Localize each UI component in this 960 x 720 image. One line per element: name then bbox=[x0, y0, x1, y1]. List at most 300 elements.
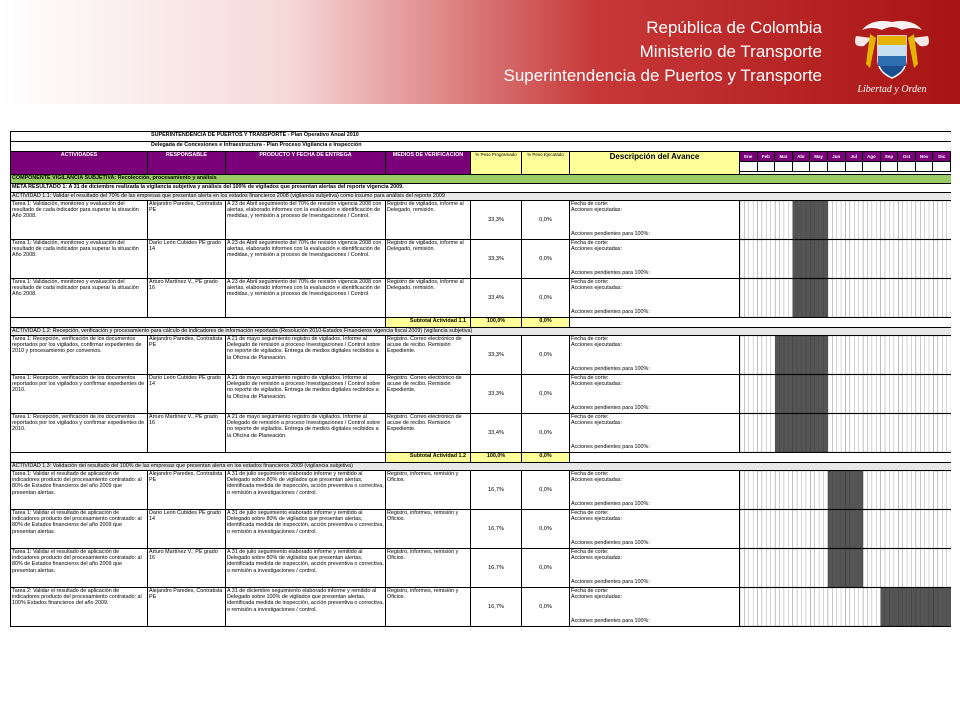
gantt-week bbox=[793, 510, 797, 548]
task-gantt bbox=[740, 375, 952, 414]
gantt-week bbox=[947, 240, 951, 278]
gantt-week-scheduled bbox=[889, 588, 893, 626]
gantt-week bbox=[784, 279, 788, 317]
task-weight-executed: 0,0% bbox=[522, 201, 570, 240]
month-header: Nov bbox=[916, 152, 934, 162]
gantt-week bbox=[841, 336, 845, 374]
gantt-week bbox=[916, 279, 920, 317]
gantt-week bbox=[903, 240, 907, 278]
gantt-week bbox=[942, 279, 946, 317]
progress-executed-label: Acciones ejecutadas: bbox=[571, 555, 622, 562]
gantt-week bbox=[920, 201, 924, 239]
task-product: A 23 de Abril seguimiento del 70% de revisión vigencia 2008 con alertas, elaborado informes con la evaluación e identificación de medidas, y remisión a proceso de Investigaciones / Control. bbox=[226, 279, 386, 318]
progress-executed-label: Acciones ejecutadas: bbox=[571, 477, 622, 484]
task-weight-programmed: 16,7% bbox=[471, 549, 522, 588]
gantt-week bbox=[925, 471, 929, 509]
gantt-week bbox=[854, 201, 858, 239]
task-weight-executed: 0,0% bbox=[522, 588, 570, 627]
gantt-week-scheduled bbox=[824, 201, 828, 239]
gantt-week bbox=[793, 471, 797, 509]
gantt-week bbox=[863, 588, 867, 626]
gantt-week bbox=[771, 279, 775, 317]
gantt-week bbox=[907, 510, 911, 548]
gantt-week-scheduled bbox=[806, 240, 810, 278]
subtotal-spacer bbox=[11, 318, 386, 328]
gantt-week-scheduled bbox=[806, 375, 810, 413]
gantt-week bbox=[929, 471, 933, 509]
gantt-week bbox=[863, 336, 867, 374]
gantt-week bbox=[749, 279, 753, 317]
gantt-week bbox=[744, 240, 748, 278]
gantt-week bbox=[942, 336, 946, 374]
gantt-week-scheduled bbox=[824, 240, 828, 278]
task-description: Tarea 1: Recepción, verificación de los documentos reportados por los vigilados y confirmar expedientes de 2010. bbox=[11, 375, 148, 414]
gantt-week bbox=[810, 510, 814, 548]
gantt-week bbox=[876, 375, 880, 413]
gantt-week bbox=[775, 549, 779, 587]
gantt-week-scheduled bbox=[819, 279, 823, 317]
gantt-week bbox=[894, 414, 898, 452]
gantt-week bbox=[859, 279, 863, 317]
gantt-week bbox=[744, 375, 748, 413]
activity-row bbox=[11, 328, 952, 336]
gantt-week bbox=[907, 414, 911, 452]
task-gantt bbox=[740, 240, 952, 279]
gantt-week bbox=[929, 510, 933, 548]
gantt-week bbox=[819, 471, 823, 509]
gantt-week bbox=[863, 279, 867, 317]
gantt-week-scheduled bbox=[806, 336, 810, 374]
gantt-week bbox=[854, 279, 858, 317]
progress-pending-label: Acciones pendientes para 100%: bbox=[571, 443, 650, 450]
gantt-week bbox=[837, 336, 841, 374]
gantt-week bbox=[837, 414, 841, 452]
gantt-week-scheduled bbox=[850, 549, 854, 587]
month-header: Ene bbox=[740, 152, 758, 162]
gantt-week bbox=[947, 471, 951, 509]
gantt-week bbox=[758, 414, 762, 452]
subtotal-programmed: 100,0% bbox=[471, 453, 522, 463]
gantt-week bbox=[894, 510, 898, 548]
gantt-week bbox=[854, 336, 858, 374]
gantt-week bbox=[920, 414, 924, 452]
month-subcell bbox=[775, 162, 793, 172]
task-verification: Registro de vigilados, informe al Delegado, remisión. bbox=[386, 240, 471, 279]
progress-cutoff-date-label: Fecha de corte: bbox=[571, 510, 609, 516]
gantt-week-scheduled bbox=[819, 201, 823, 239]
gantt-week bbox=[780, 279, 784, 317]
gantt-week-scheduled bbox=[819, 240, 823, 278]
gantt-week bbox=[788, 510, 792, 548]
task-progress-description bbox=[570, 240, 740, 279]
progress-cutoff-date-label: Fecha de corte: bbox=[571, 549, 609, 555]
gantt-week bbox=[889, 549, 893, 587]
gantt-week bbox=[775, 588, 779, 626]
gantt-week bbox=[859, 201, 863, 239]
gantt-week-scheduled bbox=[824, 279, 828, 317]
gantt-week bbox=[740, 414, 744, 452]
gantt-week bbox=[889, 414, 893, 452]
activity-title: ACTIVIDAD 1.3: Validación del resultado del 100% de las empresas que presentan alerta en los estados financieros 2009 (vigilancia subjetiva) bbox=[11, 463, 952, 471]
gantt-week bbox=[911, 471, 915, 509]
task-responsible: Alejandro Paredes, Contratista PE bbox=[148, 588, 226, 627]
task-verification: Registro, informes, remisión y Oficios. bbox=[386, 588, 471, 627]
gantt-week bbox=[894, 375, 898, 413]
task-gantt bbox=[740, 471, 952, 510]
gantt-week bbox=[744, 588, 748, 626]
gantt-week bbox=[762, 471, 766, 509]
gantt-week bbox=[889, 375, 893, 413]
gantt-week-scheduled bbox=[907, 588, 911, 626]
gantt-week bbox=[933, 240, 937, 278]
gantt-chart bbox=[740, 471, 951, 509]
gantt-week bbox=[876, 336, 880, 374]
gantt-week bbox=[766, 240, 770, 278]
task-weight-executed: 0,0% bbox=[522, 375, 570, 414]
gantt-week bbox=[885, 549, 889, 587]
gantt-week bbox=[894, 201, 898, 239]
gantt-week bbox=[806, 588, 810, 626]
gantt-week-scheduled bbox=[775, 414, 779, 452]
gantt-week bbox=[868, 510, 872, 548]
gantt-week bbox=[929, 549, 933, 587]
gantt-week-scheduled bbox=[793, 240, 797, 278]
gantt-week bbox=[925, 201, 929, 239]
gantt-week bbox=[762, 510, 766, 548]
gantt-week bbox=[775, 240, 779, 278]
gantt-week bbox=[916, 240, 920, 278]
gantt-week bbox=[916, 471, 920, 509]
gantt-week-scheduled bbox=[810, 414, 814, 452]
progress-pending-label: Acciones pendientes para 100%: bbox=[571, 617, 650, 624]
gantt-week bbox=[749, 510, 753, 548]
header-banner bbox=[0, 0, 960, 104]
gantt-week-scheduled bbox=[788, 375, 792, 413]
gantt-week bbox=[929, 201, 933, 239]
banner-line-ministry: Ministerio de Transporte bbox=[639, 42, 822, 61]
gantt-week bbox=[894, 279, 898, 317]
gantt-week-scheduled bbox=[802, 201, 806, 239]
gantt-week bbox=[947, 279, 951, 317]
gantt-week bbox=[868, 375, 872, 413]
gantt-week-scheduled bbox=[850, 471, 854, 509]
task-weight-programmed: 33,4% bbox=[471, 414, 522, 453]
progress-pending-label: Acciones pendientes para 100%: bbox=[571, 230, 650, 237]
gantt-week bbox=[942, 375, 946, 413]
progress-executed-label: Acciones ejecutadas: bbox=[571, 285, 622, 292]
gantt-week bbox=[815, 471, 819, 509]
gantt-week-scheduled bbox=[788, 336, 792, 374]
gantt-week bbox=[824, 549, 828, 587]
header-months bbox=[740, 152, 952, 175]
gantt-week bbox=[947, 201, 951, 239]
task-row bbox=[11, 375, 952, 414]
gantt-week bbox=[938, 471, 942, 509]
month-header: Oct bbox=[898, 152, 916, 162]
gantt-week bbox=[753, 375, 757, 413]
gantt-week bbox=[775, 279, 779, 317]
gantt-week-scheduled bbox=[815, 414, 819, 452]
gantt-week bbox=[894, 336, 898, 374]
gantt-week bbox=[911, 279, 915, 317]
gantt-week bbox=[876, 510, 880, 548]
gantt-week bbox=[780, 201, 784, 239]
gantt-week bbox=[920, 375, 924, 413]
progress-cutoff-date-label: Fecha de corte: bbox=[571, 279, 609, 285]
gantt-week bbox=[771, 549, 775, 587]
gantt-week bbox=[850, 279, 854, 317]
gantt-week-scheduled bbox=[810, 375, 814, 413]
task-responsible: Arturo Martínez V., PE grado 16 bbox=[148, 279, 226, 318]
gantt-week bbox=[933, 375, 937, 413]
gantt-week bbox=[797, 471, 801, 509]
gantt-week bbox=[885, 414, 889, 452]
gantt-week bbox=[819, 549, 823, 587]
gantt-week bbox=[929, 279, 933, 317]
gantt-week bbox=[872, 336, 876, 374]
task-progress-description bbox=[570, 414, 740, 453]
gantt-week-scheduled bbox=[938, 588, 942, 626]
task-product: A 23 de Abril seguimiento del 70% de revisión vigencia 2008 con alertas, elaborado informes con la evaluación e identificación de medidas, y remisión a proceso de Investigaciones / Control. bbox=[226, 201, 386, 240]
gantt-week bbox=[749, 240, 753, 278]
gantt-week-scheduled bbox=[793, 375, 797, 413]
task-row bbox=[11, 279, 952, 318]
task-weight-programmed: 16,7% bbox=[471, 510, 522, 549]
gantt-week bbox=[929, 240, 933, 278]
gantt-week bbox=[933, 201, 937, 239]
progress-executed-label: Acciones ejecutadas: bbox=[571, 381, 622, 388]
gantt-week bbox=[903, 375, 907, 413]
gantt-week bbox=[947, 375, 951, 413]
gantt-week bbox=[850, 240, 854, 278]
gantt-week-scheduled bbox=[802, 375, 806, 413]
gantt-week bbox=[832, 414, 836, 452]
gantt-week-scheduled bbox=[854, 549, 858, 587]
gantt-week-scheduled bbox=[846, 549, 850, 587]
gantt-week bbox=[802, 471, 806, 509]
gantt-week bbox=[872, 588, 876, 626]
gantt-week-scheduled bbox=[784, 336, 788, 374]
gantt-week bbox=[898, 549, 902, 587]
gantt-week bbox=[784, 201, 788, 239]
gantt-week bbox=[797, 588, 801, 626]
gantt-week bbox=[850, 201, 854, 239]
task-product: A 23 de Abril seguimiento del 70% de revisión vigencia 2008 con alertas, elaborado informes con la evaluación e identificación de medidas, y remisión a proceso de Investigaciones / Control. bbox=[226, 240, 386, 279]
gantt-week bbox=[859, 414, 863, 452]
progress-pending-label: Acciones pendientes para 100%: bbox=[571, 500, 650, 507]
task-product: A 21 de mayo seguimiento registro de vigilados. Informe al Delegado de remisión a proceso Investigaciones / Control sobre no reporte de vigilados. Entrega de medios digitales recibidos a la Oficina de Planeación. bbox=[226, 414, 386, 453]
gantt-week bbox=[758, 471, 762, 509]
gantt-week bbox=[780, 588, 784, 626]
gantt-week bbox=[740, 336, 744, 374]
gantt-week bbox=[872, 240, 876, 278]
month-subcell bbox=[810, 162, 828, 172]
gantt-week bbox=[859, 240, 863, 278]
gantt-week bbox=[832, 588, 836, 626]
task-responsible: Alejandro Paredes, Contratista PE bbox=[148, 336, 226, 375]
task-weight-programmed: 33,3% bbox=[471, 201, 522, 240]
gantt-week-scheduled bbox=[797, 414, 801, 452]
activity-title: ACTIVIDAD 1.1: Validar el resultado del 70% de las empresas que presentan alerta en los estados financieros 2008 (vigilancia subjetiva) como insumo para análisis del reporte 2009 bbox=[11, 193, 952, 201]
gantt-week bbox=[846, 240, 850, 278]
gantt-week bbox=[771, 471, 775, 509]
gantt-week bbox=[889, 240, 893, 278]
gantt-week bbox=[881, 336, 885, 374]
gantt-week bbox=[898, 471, 902, 509]
task-weight-programmed: 33,3% bbox=[471, 336, 522, 375]
gantt-week bbox=[863, 510, 867, 548]
gantt-week bbox=[916, 375, 920, 413]
gantt-week bbox=[819, 588, 823, 626]
gantt-week bbox=[942, 240, 946, 278]
gantt-week bbox=[942, 471, 946, 509]
gantt-week bbox=[766, 588, 770, 626]
task-responsible: Darío León Cubides PE grado 14 bbox=[148, 240, 226, 279]
gantt-week bbox=[780, 240, 784, 278]
task-verification: Registro de vigilados, informe al Delegado, remisión. bbox=[386, 201, 471, 240]
gantt-week bbox=[863, 240, 867, 278]
gantt-week-scheduled bbox=[837, 510, 841, 548]
gantt-week bbox=[881, 510, 885, 548]
task-weight-programmed: 16,7% bbox=[471, 588, 522, 627]
gantt-week bbox=[942, 510, 946, 548]
gantt-week bbox=[766, 510, 770, 548]
gantt-week bbox=[771, 588, 775, 626]
gantt-week bbox=[753, 336, 757, 374]
task-responsible: Alejandro Paredes, Contratista PE bbox=[148, 201, 226, 240]
gantt-week bbox=[938, 510, 942, 548]
month-header: Jul bbox=[846, 152, 864, 162]
gantt-week bbox=[916, 201, 920, 239]
gantt-week bbox=[907, 279, 911, 317]
gantt-week bbox=[881, 279, 885, 317]
task-progress-description bbox=[570, 471, 740, 510]
plan-table bbox=[10, 131, 951, 627]
gantt-week-scheduled bbox=[881, 588, 885, 626]
gantt-week-scheduled bbox=[797, 201, 801, 239]
gantt-week bbox=[911, 240, 915, 278]
progress-cutoff-date-label: Fecha de corte: bbox=[571, 375, 609, 381]
gantt-week-scheduled bbox=[929, 588, 933, 626]
gantt-week bbox=[753, 588, 757, 626]
gantt-week bbox=[868, 414, 872, 452]
gantt-week-scheduled bbox=[916, 588, 920, 626]
gantt-week-scheduled bbox=[859, 471, 863, 509]
gantt-chart bbox=[740, 240, 951, 278]
header-peso-ejecutado: % Peso Ejecutado bbox=[522, 152, 570, 175]
gantt-week bbox=[907, 240, 911, 278]
gantt-week bbox=[872, 414, 876, 452]
gantt-week bbox=[744, 414, 748, 452]
gantt-week bbox=[894, 549, 898, 587]
task-weight-programmed: 33,3% bbox=[471, 240, 522, 279]
subtotal-spacer bbox=[11, 453, 386, 463]
gantt-week-scheduled bbox=[894, 588, 898, 626]
month-header: Sep bbox=[881, 152, 899, 162]
gantt-week bbox=[749, 375, 753, 413]
gantt-week bbox=[740, 375, 744, 413]
gantt-week bbox=[766, 279, 770, 317]
gantt-week bbox=[832, 279, 836, 317]
gantt-week bbox=[903, 336, 907, 374]
gantt-week bbox=[911, 336, 915, 374]
header-producto: PRODUCTO Y FECHA DE ENTREGA bbox=[226, 152, 386, 175]
gantt-week bbox=[744, 201, 748, 239]
gantt-week bbox=[925, 414, 929, 452]
gantt-week bbox=[881, 549, 885, 587]
gantt-week bbox=[920, 549, 924, 587]
progress-pending-label: Acciones pendientes para 100%: bbox=[571, 404, 650, 411]
activity-row bbox=[11, 463, 952, 471]
gantt-week bbox=[907, 336, 911, 374]
gantt-week bbox=[832, 336, 836, 374]
gantt-week bbox=[876, 201, 880, 239]
gantt-week bbox=[863, 414, 867, 452]
gantt-week bbox=[828, 336, 832, 374]
gantt-week bbox=[925, 375, 929, 413]
gantt-week-scheduled bbox=[942, 588, 946, 626]
gantt-week bbox=[872, 279, 876, 317]
gantt-week-scheduled bbox=[854, 471, 858, 509]
month-header: Abr bbox=[793, 152, 811, 162]
gantt-week bbox=[903, 510, 907, 548]
gantt-week bbox=[828, 201, 832, 239]
gantt-week bbox=[740, 240, 744, 278]
gantt-week bbox=[771, 510, 775, 548]
gantt-week-scheduled bbox=[841, 510, 845, 548]
gantt-week bbox=[938, 240, 942, 278]
progress-executed-label: Acciones ejecutadas: bbox=[571, 207, 622, 214]
gantt-week bbox=[824, 588, 828, 626]
gantt-week-scheduled bbox=[850, 510, 854, 548]
gantt-week-scheduled bbox=[806, 414, 810, 452]
gantt-week-scheduled bbox=[824, 414, 828, 452]
gantt-week bbox=[903, 549, 907, 587]
gantt-week-scheduled bbox=[859, 549, 863, 587]
gantt-week bbox=[885, 375, 889, 413]
gantt-week bbox=[771, 201, 775, 239]
gantt-week bbox=[947, 414, 951, 452]
subtotal-label: Subtotal Actividad 1.2 bbox=[386, 453, 471, 463]
gantt-week bbox=[872, 375, 876, 413]
gantt-week bbox=[881, 414, 885, 452]
gantt-week bbox=[832, 240, 836, 278]
gantt-week-scheduled bbox=[824, 336, 828, 374]
gantt-week bbox=[832, 201, 836, 239]
gantt-week bbox=[788, 240, 792, 278]
gantt-week bbox=[850, 375, 854, 413]
gantt-week bbox=[753, 279, 757, 317]
gantt-week bbox=[907, 375, 911, 413]
gantt-week bbox=[749, 471, 753, 509]
gantt-week-scheduled bbox=[802, 240, 806, 278]
task-row bbox=[11, 471, 952, 510]
task-verification: Registro de vigilados, informe al Delegado, remisión. bbox=[386, 279, 471, 318]
gantt-week bbox=[784, 471, 788, 509]
gantt-week bbox=[828, 588, 832, 626]
task-row bbox=[11, 240, 952, 279]
gantt-week bbox=[942, 201, 946, 239]
task-product: A 31 de julio seguimiento elaborado informe y remitido al Delegado sobre 80% de vigilados que presentan alertas, identificada medida de inspección, acción preventiva o correctiva, o remisión a investigaciones / control. bbox=[226, 471, 386, 510]
gantt-week-scheduled bbox=[837, 549, 841, 587]
gantt-week bbox=[775, 201, 779, 239]
gantt-week-scheduled bbox=[810, 240, 814, 278]
gantt-week-scheduled bbox=[828, 549, 832, 587]
header-descripcion: Descripción del Avance bbox=[570, 152, 740, 175]
task-weight-executed: 0,0% bbox=[522, 549, 570, 588]
task-product: A 31 de julio seguimiento elaborado informe y remitido al Delegado sobre 80% de vigilados que presentan alertas, identificada medida de inspección, acción preventiva o correctiva, o remisión a investigaciones / control. bbox=[226, 549, 386, 588]
task-responsible: Arturo Martínez V., PE grado 16 bbox=[148, 414, 226, 453]
